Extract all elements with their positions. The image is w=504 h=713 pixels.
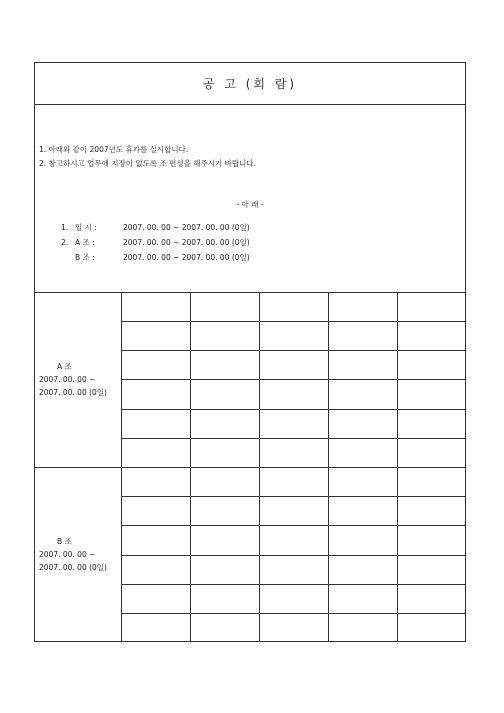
blank-cell	[328, 555, 397, 584]
blank-cell	[328, 525, 397, 555]
blank-cell	[121, 496, 190, 525]
group-name: B 조	[57, 536, 72, 546]
group-label-cell	[35, 467, 121, 641]
blank-cell	[328, 409, 397, 438]
blank-cell	[259, 321, 328, 350]
blank-cell	[190, 496, 259, 525]
schedule-value: 2007. 00. 00 ~ 2007. 00. 00 (0일)	[123, 253, 250, 262]
blank-cell	[121, 321, 190, 350]
group-name: A 조	[57, 361, 72, 371]
table-row	[35, 292, 465, 321]
schedule-num	[61, 251, 75, 266]
blank-cell	[397, 525, 465, 555]
blank-cell	[121, 409, 190, 438]
blank-cell	[121, 613, 190, 641]
schedule-row	[61, 221, 250, 236]
schedule-num: 2.	[61, 238, 69, 247]
group-start-date: 2007. 00. 00 ~	[39, 374, 96, 384]
blank-cell	[121, 467, 190, 496]
blank-cell	[121, 525, 190, 555]
blank-cell	[190, 584, 259, 613]
blank-cell	[121, 438, 190, 467]
blank-cell	[397, 350, 465, 379]
blank-cell	[259, 350, 328, 379]
schedule-list	[61, 221, 250, 266]
blank-cell	[190, 613, 259, 641]
blank-cell	[121, 379, 190, 409]
blank-cell	[328, 584, 397, 613]
blank-cell	[397, 379, 465, 409]
blank-cell	[121, 350, 190, 379]
blank-cell	[328, 379, 397, 409]
notice-section	[35, 104, 465, 293]
table-row	[35, 467, 465, 496]
blank-cell	[328, 438, 397, 467]
blank-cell	[190, 467, 259, 496]
blank-cell	[328, 292, 397, 321]
group-end-date: 2007. 00. 00 (0일)	[39, 562, 107, 572]
schedule-row	[61, 236, 250, 251]
schedule-value: 2007. 00. 00 ~ 2007. 00. 00 (0일)	[123, 238, 250, 247]
group-start-date: 2007. 00. 00 ~	[39, 549, 96, 559]
blank-cell	[397, 438, 465, 467]
blank-cell	[259, 467, 328, 496]
blank-cell	[190, 409, 259, 438]
blank-cell	[259, 525, 328, 555]
blank-cell	[121, 584, 190, 613]
schedule-value: 2007. 00. 00 ~ 2007. 00. 00 (0일)	[123, 223, 250, 232]
blank-cell	[259, 292, 328, 321]
blank-cell	[121, 555, 190, 584]
blank-cell	[259, 438, 328, 467]
blank-cell	[328, 350, 397, 379]
blank-cell	[259, 613, 328, 641]
blank-cell	[190, 292, 259, 321]
blank-cell	[121, 292, 190, 321]
are-heading: - 아 래 -	[236, 200, 264, 209]
notice-line-2: 2. 참고하시고 업무에 지장이 없도록 조 편성을 해주시기 바랍니다.	[39, 159, 256, 168]
blank-cell	[397, 467, 465, 496]
blank-cell	[397, 409, 465, 438]
blank-cell	[397, 496, 465, 525]
group-end-date: 2007. 00. 00 (0일)	[39, 387, 107, 397]
blank-cell	[397, 555, 465, 584]
schedule-label: 일 시 :	[75, 223, 97, 232]
schedule-label: B 조 :	[75, 253, 95, 262]
schedule-label: A 조 :	[75, 238, 95, 247]
blank-cell	[190, 321, 259, 350]
blank-cell	[397, 321, 465, 350]
group-label-cell	[35, 292, 121, 467]
blank-cell	[397, 292, 465, 321]
blank-cell	[190, 438, 259, 467]
schedule-row	[61, 251, 250, 266]
blank-cell	[397, 613, 465, 641]
blank-cell	[328, 467, 397, 496]
blank-cell	[190, 350, 259, 379]
blank-cell	[328, 321, 397, 350]
title-row	[35, 63, 465, 105]
blank-cell	[190, 555, 259, 584]
schedule-num: 1.	[61, 223, 69, 232]
document-form	[34, 62, 466, 642]
blank-cell	[259, 555, 328, 584]
blank-cell	[328, 496, 397, 525]
blank-cell	[397, 584, 465, 613]
page-title: 공 고 (회 람)	[202, 77, 298, 91]
blank-cell	[259, 584, 328, 613]
blank-cell	[259, 409, 328, 438]
notice-line-1: 1. 아래와 같이 2007년도 휴가를 실시합니다.	[39, 145, 189, 154]
blank-cell	[259, 496, 328, 525]
blank-cell	[328, 613, 397, 641]
group-table	[35, 292, 465, 642]
blank-cell	[190, 379, 259, 409]
notice-list	[39, 143, 256, 171]
blank-cell	[190, 525, 259, 555]
blank-cell	[259, 379, 328, 409]
